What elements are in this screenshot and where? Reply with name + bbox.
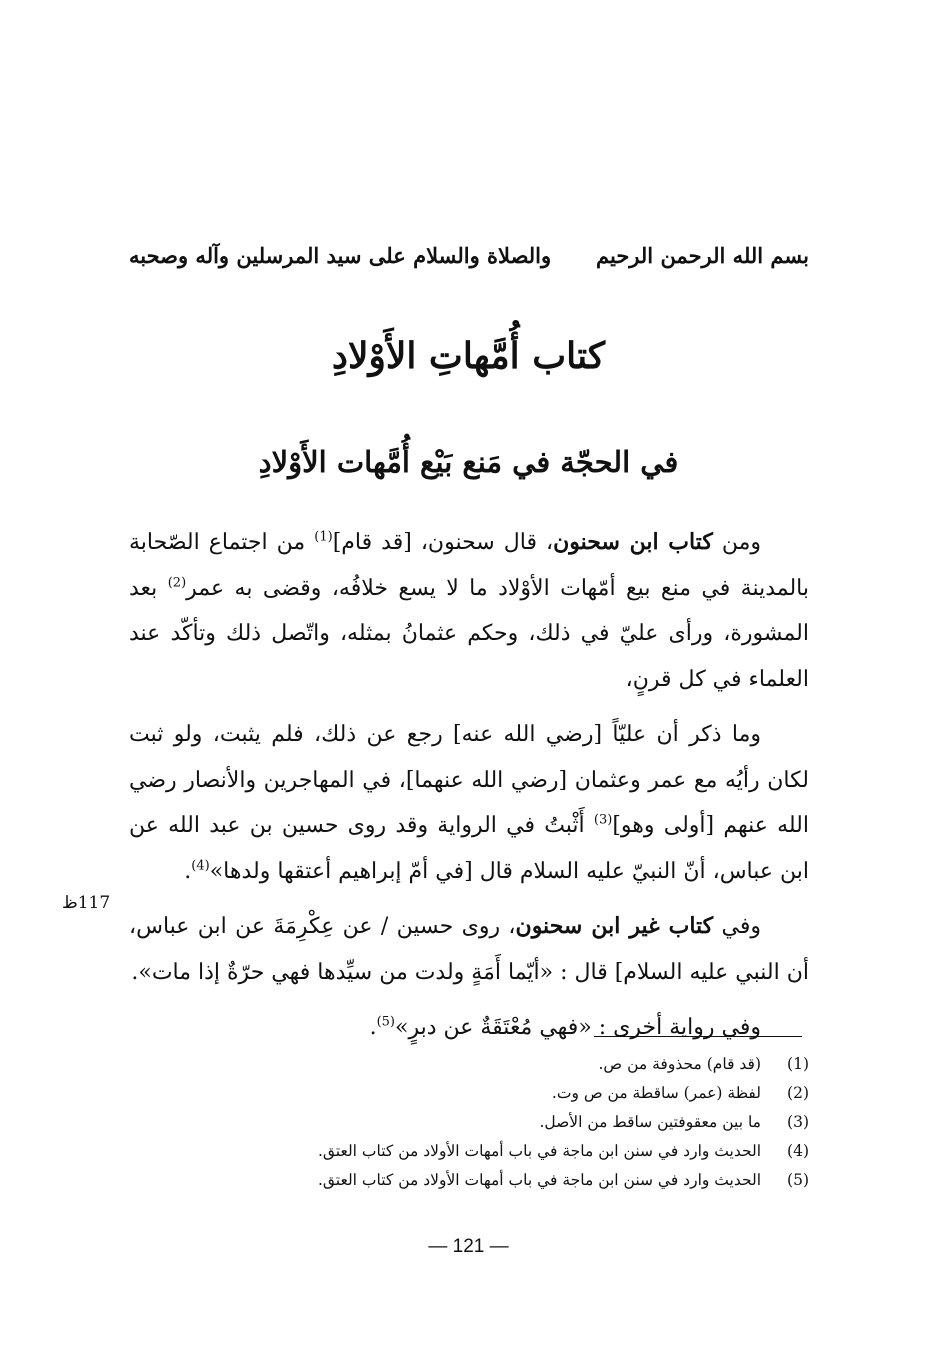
chapter-title: في الحجّة في مَنع بَيْع أُمَّهات الأَوْلادِ <box>258 445 679 479</box>
text-run: ومن <box>712 530 761 555</box>
paragraph-3 <box>129 904 809 995</box>
footnotes <box>129 1049 809 1194</box>
salawat: والصلاة والسلام على سيد المرسلين وآله وصحبه <box>129 243 552 268</box>
text-run: بعد المشورة، ورأى عليّ في ذلك، وحكم عثمانُ بمثله، واتّصل ذلك وتأكّد عند العلماء في كل قرنٍ، <box>129 575 809 692</box>
book-title: كتاب أُمَّهاتِ الأَوْلادِ <box>331 335 606 377</box>
basmala: بسم الله الرحمن الرحيم <box>596 243 809 268</box>
body-text <box>129 520 809 1061</box>
footnote-number: (2) <box>787 1083 809 1102</box>
source-title: كتاب ابن سحنون <box>553 529 713 555</box>
margin-folio-note: 117ظ <box>62 893 111 913</box>
text-run: من اجتماع الصّحابة بالمدينة في منع بيع أمّهات الأوْلاد ما لا يسع خلافُه، وقضى به عمر <box>129 530 809 601</box>
text-run: . <box>369 1015 377 1040</box>
footnote-ref[interactable]: (3) <box>593 812 613 828</box>
paragraph-1 <box>129 520 809 702</box>
header-line <box>129 243 809 268</box>
text-run: أَثْبتُ في الرواية وقد روى حسين بن عبد الله عن ابن عباس، أنّ النبيّ عليه السلام قال [في أمّ إبراهيم أعتقها ولدها» <box>129 813 809 884</box>
footnote-ref[interactable]: (4) <box>191 858 210 874</box>
footnote-item <box>129 1136 809 1165</box>
footnote-text: الحديث وارد في سنن ابن ماجة في باب أمهات الأولاد من كتاب العتق. <box>317 1141 761 1160</box>
footnote-number: (4) <box>787 1141 809 1160</box>
source-title: كتاب غير ابن سحنون <box>515 913 714 939</box>
footnote-item <box>129 1107 809 1136</box>
page-number: — 121 — <box>428 1236 509 1257</box>
footnote-text: الحديث وارد في سنن ابن ماجة في باب أمهات الأولاد من كتاب العتق. <box>317 1170 761 1189</box>
footnote-ref[interactable]: (5) <box>376 1014 395 1030</box>
footnote-ref[interactable]: (1) <box>314 529 333 545</box>
footnote-number: (3) <box>787 1112 809 1131</box>
footnote-text: ما بين معقوفتين ساقط من الأصل. <box>539 1112 761 1131</box>
footnote-ref[interactable]: (2) <box>167 575 187 591</box>
footnote-text: (قد قام) محذوفة من ص. <box>598 1054 761 1073</box>
text-run: وفي رواية أخرى : «فهي مُعْتَقَةٌ عن دبرٍ» <box>395 1015 761 1040</box>
paragraph-4 <box>129 1005 809 1051</box>
text-run: ، قال سحنون، [قد قام] <box>332 530 554 555</box>
text-run: . <box>184 858 192 884</box>
footnote-text: لفظة (عمر) ساقطة من ص وت. <box>551 1083 761 1102</box>
footnote-item <box>129 1049 809 1078</box>
paragraph-2 <box>129 712 809 894</box>
footnote-number: (5) <box>787 1170 809 1189</box>
footnote-number: (1) <box>787 1054 809 1073</box>
footnote-item <box>129 1165 809 1194</box>
text-run: ، روى حسين / عن عِكْرِمَةَ عن ابن عباس، أن النبي عليه السلام] قال : «أيّما أَمَةٍ ولدت من سيِّدها فهي حرّةٌ إذا مات». <box>129 914 809 985</box>
footnote-divider <box>594 1036 802 1037</box>
footnote-item <box>129 1078 809 1107</box>
text-run: وفي <box>713 914 761 939</box>
text-run: وما ذكر أن عليّاً [رضي الله عنه] رجع عن ذلك، فلم يثبت، ولو ثبت لكان رأيُه مع عمر وعثمان [رضي الله عنهما]، في المهاجرين والأنصار رضي الله عنهم [أولى وهو] <box>129 722 809 838</box>
